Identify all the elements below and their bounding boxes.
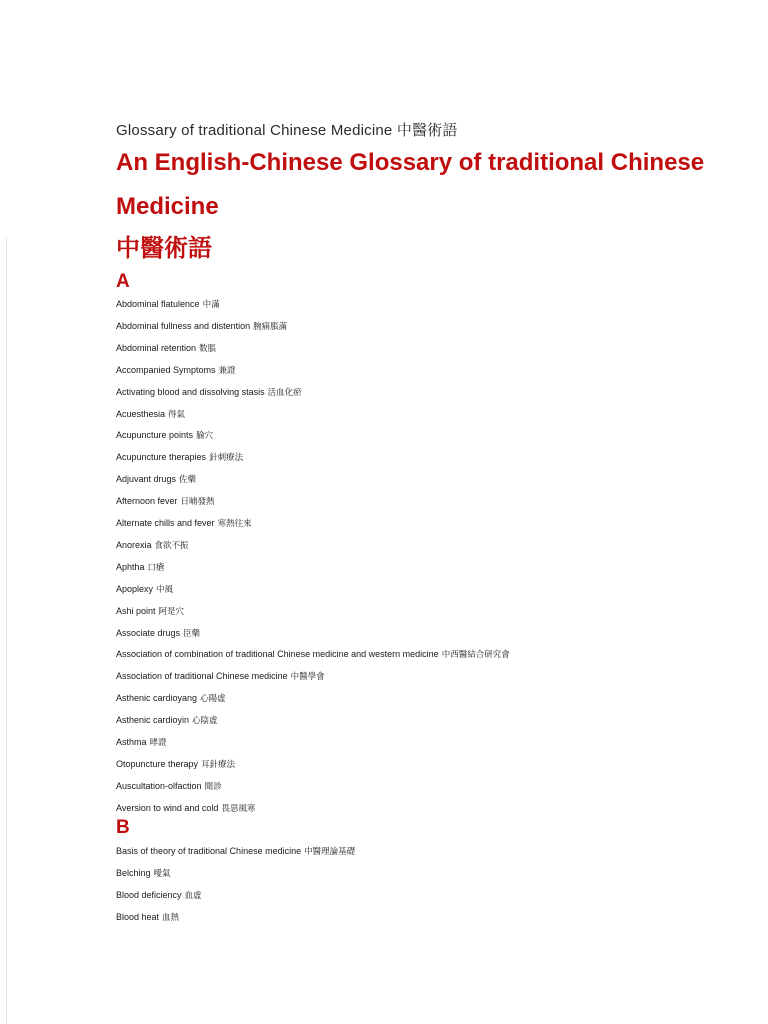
glossary-entry [116, 385, 302, 400]
glossary-entry [116, 516, 252, 531]
entry-chinese: 寒熱往來 [217, 519, 252, 529]
glossary-entry [116, 538, 189, 553]
glossary-entry [116, 866, 171, 881]
entry-term: Anorexia [116, 539, 152, 550]
glossary-entry [116, 713, 218, 728]
entry-chinese: 兼證 [218, 365, 236, 376]
section-letter-a: A [116, 271, 130, 292]
glossary-entry [116, 297, 220, 312]
entry-term: Activating blood and dissolving stasis [116, 386, 265, 397]
entry-term: Otopuncture therapy [116, 758, 199, 769]
entry-chinese: 数脹 [199, 343, 217, 354]
glossary-entry [116, 757, 235, 772]
glossary-entry [116, 910, 179, 925]
entry-term: Apoplexy [116, 583, 154, 594]
glossary-entry [116, 691, 226, 706]
entry-term: Auscultation-olfaction [116, 780, 202, 791]
entry-chinese: 腕痛脹滿 [253, 321, 288, 332]
entry-chinese: 腧穴 [196, 431, 214, 442]
entry-chinese: 中醫學會 [290, 672, 325, 683]
entry-term: Adjuvant drugs [116, 474, 177, 485]
glossary-entry [116, 844, 355, 859]
entry-chinese: 中醫理論基礎 [304, 847, 356, 857]
glossary-entry [116, 450, 243, 465]
entry-term: Acupuncture therapies [116, 452, 207, 463]
entry-term: Aphtha [116, 561, 145, 572]
entry-chinese: 活血化瘀 [267, 387, 302, 398]
entry-chinese: 耳針療法 [201, 759, 236, 770]
document-title-chinese: 中醫術語 [116, 234, 212, 262]
glossary-entry [116, 801, 255, 816]
entry-chinese: 中滿 [202, 300, 220, 310]
entry-chinese: 血熱 [162, 912, 180, 923]
glossary-entry [116, 626, 200, 641]
entry-term: Asthenic cardioyin [116, 715, 190, 726]
entry-term: Belching [116, 867, 151, 878]
glossary-entry [116, 319, 287, 334]
entry-term: Asthenic cardioyang [116, 693, 198, 704]
entry-term: Associate drugs [116, 627, 181, 638]
glossary-entry [116, 735, 167, 750]
entry-term: Alternate chills and fever [116, 518, 215, 528]
glossary-entry [116, 560, 165, 575]
entry-chinese: 得氣 [168, 409, 186, 420]
document-title: An English-Chinese Glossary of traditional Chinese Medicine [116, 149, 705, 220]
entry-term: Asthma [116, 737, 147, 747]
entry-term: Accompanied Symptoms [116, 364, 216, 375]
entry-term: Blood heat [116, 911, 160, 922]
entry-term: Acuesthesia [116, 408, 166, 419]
entry-term: Ashi point [116, 605, 156, 616]
entry-chinese: 阿是穴 [158, 606, 185, 617]
entry-chinese: 噯氣 [153, 868, 171, 879]
glossary-entry [116, 669, 325, 684]
page-left-border [6, 238, 7, 1024]
glossary-entry [116, 428, 213, 443]
glossary-entry [116, 582, 173, 597]
entry-chinese: 日晡發熱 [180, 497, 215, 508]
entry-chinese: 聞診 [204, 781, 222, 792]
glossary-entry [116, 779, 222, 794]
glossary-entry [116, 407, 185, 422]
entry-term: Aversion to wind and cold [116, 802, 219, 813]
entry-term: Acupuncture points [116, 430, 194, 441]
glossary-entry [116, 604, 184, 619]
entry-chinese: 臣藥 [183, 628, 201, 639]
entry-term: Afternoon fever [116, 496, 178, 507]
entry-term: Basis of theory of traditional Chinese medicine [116, 846, 302, 856]
entry-term: Abdominal flatulence [116, 299, 200, 309]
glossary-entry [116, 494, 215, 509]
glossary-entry [116, 888, 202, 903]
entry-chinese: 中風 [156, 584, 174, 595]
entry-term: Abdominal retention [116, 342, 197, 353]
glossary-entry [116, 341, 216, 356]
entry-term: Abdominal fullness and distention [116, 320, 251, 331]
entry-chinese: 口瘡 [147, 562, 165, 573]
entry-term: Blood deficiency [116, 889, 182, 900]
entry-chinese: 心陰虛 [192, 716, 218, 727]
entry-chinese: 血虛 [184, 890, 202, 901]
glossary-entry [116, 647, 510, 662]
section-letter-b: B [116, 817, 130, 838]
glossary-entry [116, 472, 196, 487]
entry-chinese: 畏惡風寒 [221, 803, 256, 814]
entry-chinese: 中西醫結合研究會 [441, 650, 510, 661]
entry-chinese: 佐藥 [179, 475, 197, 486]
entry-chinese: 哮證 [149, 738, 167, 748]
entry-chinese: 食欲不振 [154, 540, 189, 551]
entry-term: Association of combination of traditional Chinese medicine and western medicine [116, 649, 439, 660]
entry-chinese: 針刺療法 [209, 453, 244, 464]
entry-chinese: 心陽虛 [200, 694, 226, 705]
document-subtitle: Glossary of traditional Chinese Medicine 中醫術語 [116, 122, 458, 139]
entry-term: Association of traditional Chinese medicine [116, 671, 288, 682]
glossary-entry [116, 363, 236, 378]
